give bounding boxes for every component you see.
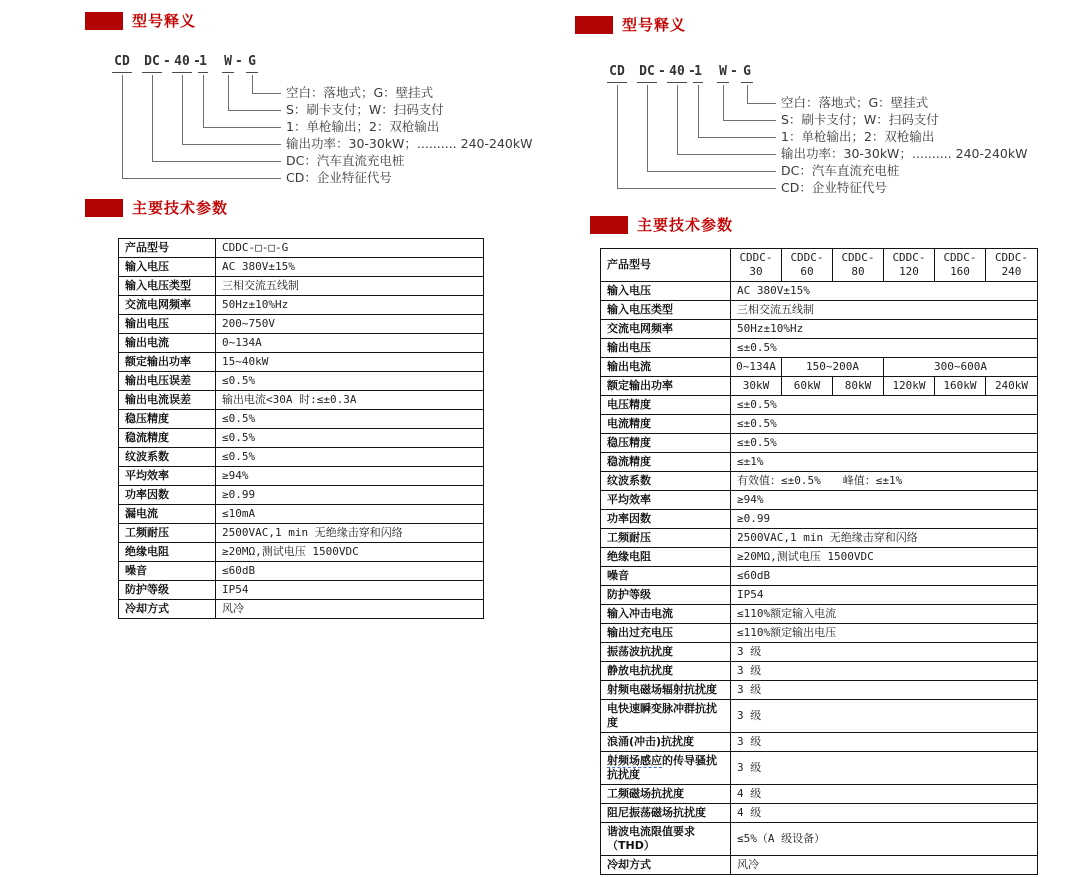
param-label-part: 的传导骚扰抗扰度 [607,754,717,781]
param-value: ≤60dB [731,567,1038,586]
param-label: 输入电压类型 [119,277,216,296]
param-value: 3 级 [731,681,1038,700]
param-label: 绝缘电阻 [119,543,216,562]
table-row [601,548,1038,567]
table-row [119,334,484,353]
param-label: 电流精度 [601,415,731,434]
table-row [119,353,484,372]
param-label: 输出过充电压 [601,624,731,643]
param-label: 输出电压误差 [119,372,216,391]
param-label: 冷却方式 [601,856,731,875]
spec-table-right [600,248,1038,875]
param-value: CDDC-160 [935,249,986,282]
red-block-icon [590,216,628,234]
param-label: 噪音 [119,562,216,581]
param-label: 稳流精度 [119,429,216,448]
model-code-segment: G [741,64,753,83]
table-row [601,491,1038,510]
param-label: 交流电网频率 [119,296,216,315]
param-value: ≤±0.5% [731,434,1038,453]
param-value: 0~134A [731,358,782,377]
section-header-model-right [575,14,686,35]
param-label: 输出电压 [119,315,216,334]
param-label: 额定输出功率 [601,377,731,396]
param-value: 3 级 [731,733,1038,752]
model-code-hyphen: - [688,64,696,79]
param-label: 防护等级 [601,586,731,605]
model-part-label: S：刷卡支付；W：扫码支付 [286,102,444,117]
param-label: 输出电流 [601,358,731,377]
param-label: 输入冲击电流 [601,605,731,624]
table-row [119,391,484,410]
model-part-label: 空白：落地式；G：壁挂式 [781,95,929,110]
section-title: 型号释义 [132,12,197,30]
param-value: ≥94% [216,467,484,486]
red-block-icon [85,12,123,30]
table-row [119,600,484,619]
section-title: 型号释义 [622,16,687,34]
param-label: 工频耐压 [601,529,731,548]
param-value: ≤10mA [216,505,484,524]
param-label: 稳压精度 [601,434,731,453]
param-label: 输出电压 [601,339,731,358]
table-row [601,282,1038,301]
model-code-hyphen: - [730,64,738,79]
param-value: CDDC-30 [731,249,782,282]
table-row [119,258,484,277]
model-code-hyphen: - [163,54,171,69]
param-value: CDDC-60 [782,249,833,282]
param-label: 射频电磁场辐射抗扰度 [601,681,731,700]
table-row [119,372,484,391]
model-code-hyphen: - [235,54,243,69]
param-value: 240kW [986,377,1038,396]
param-value: ≥0.99 [731,510,1038,529]
param-value: CDDC-240 [986,249,1038,282]
section-title: 主要技术参数 [132,199,229,217]
param-value: 200~750V [216,315,484,334]
param-value: ≤±1% [731,453,1038,472]
table-row [119,486,484,505]
param-value: ≤110%额定输入电流 [731,605,1038,624]
param-value: 风冷 [216,600,484,619]
param-label: 工频磁场抗扰度 [601,785,731,804]
param-value: 0~134A [216,334,484,353]
table-row [601,823,1038,856]
param-label: 输出电流 [119,334,216,353]
param-value: 三相交流五线制 [216,277,484,296]
param-label: 平均效率 [601,491,731,510]
param-value: CDDC-□-□-G [216,239,484,258]
table-row [601,752,1038,785]
param-value: ≤5%（A 级设备） [731,823,1038,856]
red-block-icon [85,199,123,217]
param-value: ≤±0.5% [731,396,1038,415]
table-row [601,804,1038,823]
param-value: CDDC-80 [833,249,884,282]
param-value: 30kW [731,377,782,396]
model-part-label: DC：汽车直流充电桩 [781,163,900,178]
param-label [601,752,731,785]
table-row [601,529,1038,548]
param-label: 功率因数 [119,486,216,505]
model-code-segment: CD [112,54,132,73]
param-value: 2500VAC,1 min 无绝缘击穿和闪络 [216,524,484,543]
table-row [119,410,484,429]
model-code-segment: W [717,64,729,83]
table-row [601,643,1038,662]
param-value: 150~200A [782,358,884,377]
model-part-label: S：刷卡支付；W：扫码支付 [781,112,939,127]
table-row [119,315,484,334]
param-value: ≤110%额定输出电压 [731,624,1038,643]
param-value: 三相交流五线制 [731,301,1038,320]
param-value: ≤0.5% [216,410,484,429]
model-part-label: DC：汽车直流充电桩 [286,153,405,168]
table-row [119,524,484,543]
param-value: 160kW [935,377,986,396]
model-part-label: 1：单枪输出；2：双枪输出 [781,129,935,144]
model-code-segment: W [222,54,234,73]
param-value: 4 级 [731,804,1038,823]
table-row [119,448,484,467]
param-value: ≥20MΩ,测试电压 1500VDC [216,543,484,562]
param-value: CDDC-120 [884,249,935,282]
param-label: 绝缘电阻 [601,548,731,567]
model-code-segment: 1 [693,64,703,83]
model-part-label: CD：企业特征代号 [781,180,887,195]
param-label: 产品型号 [601,249,731,282]
table-row [601,453,1038,472]
model-code-hyphen: - [658,64,666,79]
param-value: IP54 [731,586,1038,605]
param-label: 冷却方式 [119,600,216,619]
param-value: ≤0.5% [216,429,484,448]
param-value: 120kW [884,377,935,396]
param-value: ≤0.5% [216,448,484,467]
param-label: 工频耐压 [119,524,216,543]
param-value: 3 级 [731,700,1038,733]
model-code-segment: CD [607,64,627,83]
model-code-diagram-left [88,48,563,196]
param-value: 风冷 [731,856,1038,875]
model-code-hyphen: - [193,54,201,69]
table-row [601,586,1038,605]
param-label: 额定输出功率 [119,353,216,372]
table-row [601,681,1038,700]
table-row [601,339,1038,358]
param-value: 300~600A [884,358,1038,377]
param-label: 静放电抗扰度 [601,662,731,681]
param-value: ≥94% [731,491,1038,510]
param-value: ≥0.99 [216,486,484,505]
table-row [119,239,484,258]
table-row [119,543,484,562]
table-row [119,277,484,296]
param-value: 3 级 [731,643,1038,662]
param-label: 稳压精度 [119,410,216,429]
table-row [601,377,1038,396]
param-label: 纹波系数 [119,448,216,467]
param-label: 电快速瞬变脉冲群抗扰度 [601,700,731,733]
table-row [601,700,1038,733]
model-code-segment: 1 [198,54,208,73]
table-row [601,567,1038,586]
param-value: ≤60dB [216,562,484,581]
model-part-label: CD：企业特征代号 [286,170,392,185]
model-code-segment: 40 [667,64,687,83]
table-row [601,662,1038,681]
param-value: 4 级 [731,785,1038,804]
model-part-label: 输出功率：30-30kW；.......... 240-240kW [286,136,533,151]
table-row [601,605,1038,624]
section-title: 主要技术参数 [637,216,734,234]
param-value: ≥20MΩ,测试电压 1500VDC [731,548,1038,567]
model-code-segment: G [246,54,258,73]
table-row [119,467,484,486]
param-value: 输出电流<30A 时:≤±0.3A [216,391,484,410]
param-value: 2500VAC,1 min 无绝缘击穿和闪络 [731,529,1038,548]
table-row [601,396,1038,415]
param-label: 输入电压类型 [601,301,731,320]
param-label: 纹波系数 [601,472,731,491]
table-row [119,505,484,524]
param-label: 输入电压 [119,258,216,277]
param-label: 防护等级 [119,581,216,600]
spec-table-left [118,238,484,619]
param-label-part: 射频场感应 [607,754,662,767]
connector-line [122,75,281,179]
table-row [601,472,1038,491]
param-label: 漏电流 [119,505,216,524]
table-row [119,296,484,315]
section-header-params-left [85,197,228,218]
param-label: 谐波电流限值要求（THD） [601,823,731,856]
table-row [601,415,1038,434]
param-label: 振荡波抗扰度 [601,643,731,662]
param-value: AC 380V±15% [731,282,1038,301]
param-label: 交流电网频率 [601,320,731,339]
param-label: 噪音 [601,567,731,586]
param-label: 输入电压 [601,282,731,301]
table-row [601,320,1038,339]
table-row [119,581,484,600]
param-value: 50Hz±10%Hz [731,320,1038,339]
table-row [601,624,1038,643]
param-value: 50Hz±10%Hz [216,296,484,315]
param-label: 功率因数 [601,510,731,529]
param-label: 稳流精度 [601,453,731,472]
table-row [601,301,1038,320]
table-row [601,510,1038,529]
model-part-label: 空白：落地式；G：壁挂式 [286,85,434,100]
param-value: ≤±0.5% [731,339,1038,358]
red-block-icon [575,16,613,34]
table-row [601,358,1038,377]
table-row [601,249,1038,282]
model-code-segment: 40 [172,54,192,73]
param-label: 输出电流误差 [119,391,216,410]
param-label: 产品型号 [119,239,216,258]
table-row [601,856,1038,875]
table-row [601,733,1038,752]
section-header-params-right [590,214,733,235]
param-label: 浪涌(冲击)抗扰度 [601,733,731,752]
model-code-segment: DC [142,54,162,73]
param-value: 80kW [833,377,884,396]
model-part-label: 输出功率：30-30kW；.......... 240-240kW [781,146,1028,161]
param-label: 阻尼振荡磁场抗扰度 [601,804,731,823]
table-row [119,562,484,581]
model-part-label: 1：单枪输出；2：双枪输出 [286,119,440,134]
table-row [601,434,1038,453]
param-value: 60kW [782,377,833,396]
model-code-diagram-right [583,58,1058,206]
connector-line [617,85,776,189]
param-value: 有效值：≤±0.5% 峰值：≤±1% [731,472,1038,491]
table-row [119,429,484,448]
param-value: ≤0.5% [216,372,484,391]
param-value: 15~40kW [216,353,484,372]
param-label: 电压精度 [601,396,731,415]
section-header-model-left [85,10,196,31]
param-value: 3 级 [731,752,1038,785]
param-value: IP54 [216,581,484,600]
table-row [601,785,1038,804]
param-value: ≤±0.5% [731,415,1038,434]
param-value: 3 级 [731,662,1038,681]
param-value: AC 380V±15% [216,258,484,277]
model-code-segment: DC [637,64,657,83]
param-label: 平均效率 [119,467,216,486]
